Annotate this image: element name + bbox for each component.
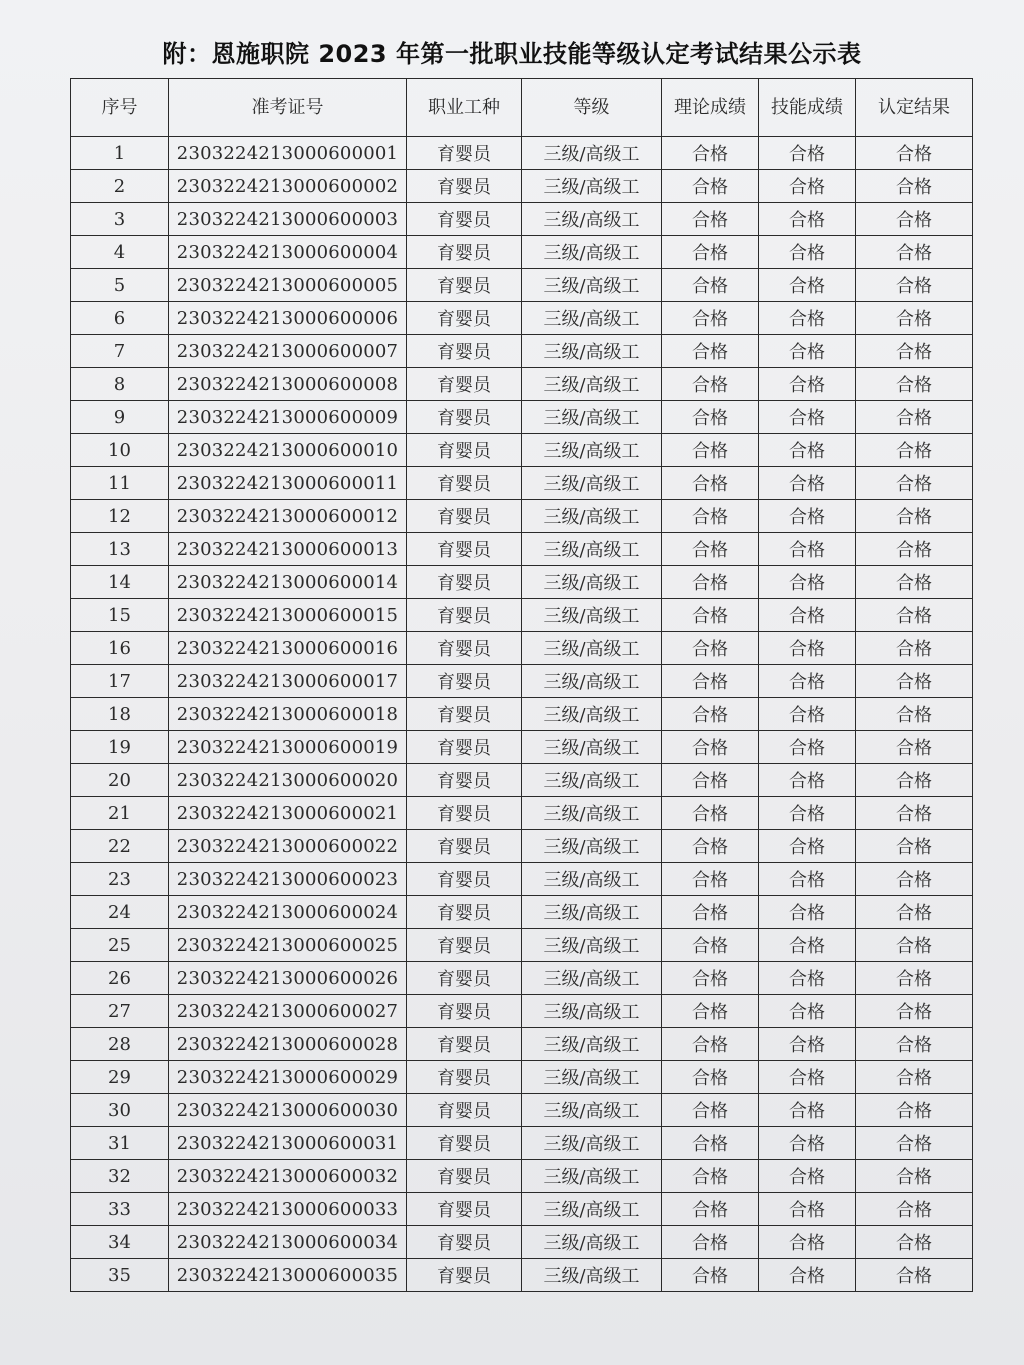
table-row: [71, 1193, 973, 1226]
results-table: [70, 78, 973, 1292]
cell-occupation: 育婴员: [407, 467, 522, 500]
cell-theory-score: 合格: [662, 632, 759, 665]
cell-admission-ticket-number: 2303224213000600030: [169, 1094, 407, 1127]
cell-theory-score: 合格: [662, 731, 759, 764]
cell-occupation: 育婴员: [407, 896, 522, 929]
table-row: [71, 698, 973, 731]
table-row: [71, 599, 973, 632]
cell-theory-score: 合格: [662, 401, 759, 434]
cell-admission-ticket-number: 2303224213000600011: [169, 467, 407, 500]
cell-theory-score: 合格: [662, 599, 759, 632]
cell-level: 三级/高级工: [522, 632, 662, 665]
cell-theory-score: 合格: [662, 335, 759, 368]
cell-admission-ticket-number: 2303224213000600012: [169, 500, 407, 533]
table-row: [71, 632, 973, 665]
cell-theory-score: 合格: [662, 269, 759, 302]
cell-skill-score: 合格: [759, 962, 856, 995]
header-row: [71, 79, 973, 137]
cell-certification-result: 合格: [856, 269, 973, 302]
cell-skill-score: 合格: [759, 368, 856, 401]
cell-level: 三级/高级工: [522, 962, 662, 995]
cell-serial-number: 15: [71, 599, 169, 632]
cell-level: 三级/高级工: [522, 731, 662, 764]
cell-theory-score: 合格: [662, 137, 759, 170]
table-header: [71, 79, 973, 137]
cell-skill-score: 合格: [759, 500, 856, 533]
cell-admission-ticket-number: 2303224213000600028: [169, 1028, 407, 1061]
cell-occupation: 育婴员: [407, 533, 522, 566]
cell-certification-result: 合格: [856, 335, 973, 368]
cell-level: 三级/高级工: [522, 533, 662, 566]
cell-certification-result: 合格: [856, 137, 973, 170]
cell-theory-score: 合格: [662, 500, 759, 533]
cell-serial-number: 32: [71, 1160, 169, 1193]
cell-serial-number: 3: [71, 203, 169, 236]
cell-skill-score: 合格: [759, 665, 856, 698]
cell-occupation: 育婴员: [407, 500, 522, 533]
cell-occupation: 育婴员: [407, 1127, 522, 1160]
cell-theory-score: 合格: [662, 236, 759, 269]
cell-certification-result: 合格: [856, 236, 973, 269]
cell-skill-score: 合格: [759, 731, 856, 764]
cell-skill-score: 合格: [759, 1061, 856, 1094]
cell-theory-score: 合格: [662, 995, 759, 1028]
cell-occupation: 育婴员: [407, 995, 522, 1028]
cell-level: 三级/高级工: [522, 203, 662, 236]
cell-serial-number: 12: [71, 500, 169, 533]
cell-level: 三级/高级工: [522, 500, 662, 533]
cell-occupation: 育婴员: [407, 401, 522, 434]
cell-serial-number: 1: [71, 137, 169, 170]
cell-occupation: 育婴员: [407, 830, 522, 863]
cell-skill-score: 合格: [759, 170, 856, 203]
cell-serial-number: 19: [71, 731, 169, 764]
cell-skill-score: 合格: [759, 533, 856, 566]
cell-skill-score: 合格: [759, 401, 856, 434]
cell-certification-result: 合格: [856, 962, 973, 995]
cell-serial-number: 28: [71, 1028, 169, 1061]
table-row: [71, 797, 973, 830]
cell-serial-number: 29: [71, 1061, 169, 1094]
table-row: [71, 1094, 973, 1127]
cell-level: 三级/高级工: [522, 467, 662, 500]
cell-level: 三级/高级工: [522, 368, 662, 401]
cell-certification-result: 合格: [856, 632, 973, 665]
cell-occupation: 育婴员: [407, 1160, 522, 1193]
cell-serial-number: 7: [71, 335, 169, 368]
cell-occupation: 育婴员: [407, 137, 522, 170]
cell-serial-number: 2: [71, 170, 169, 203]
table-row: [71, 863, 973, 896]
cell-theory-score: 合格: [662, 1193, 759, 1226]
table-row: [71, 929, 973, 962]
cell-skill-score: 合格: [759, 467, 856, 500]
cell-admission-ticket-number: 2303224213000600004: [169, 236, 407, 269]
cell-theory-score: 合格: [662, 1061, 759, 1094]
cell-level: 三级/高级工: [522, 1259, 662, 1292]
cell-serial-number: 23: [71, 863, 169, 896]
cell-occupation: 育婴员: [407, 863, 522, 896]
header-level: 等级: [522, 79, 662, 137]
cell-admission-ticket-number: 2303224213000600019: [169, 731, 407, 764]
cell-level: 三级/高级工: [522, 1193, 662, 1226]
cell-level: 三级/高级工: [522, 995, 662, 1028]
cell-admission-ticket-number: 2303224213000600031: [169, 1127, 407, 1160]
cell-level: 三级/高级工: [522, 137, 662, 170]
cell-skill-score: 合格: [759, 1226, 856, 1259]
table-row: [71, 896, 973, 929]
cell-occupation: 育婴员: [407, 797, 522, 830]
cell-certification-result: 合格: [856, 434, 973, 467]
cell-certification-result: 合格: [856, 1061, 973, 1094]
cell-serial-number: 26: [71, 962, 169, 995]
cell-admission-ticket-number: 2303224213000600016: [169, 632, 407, 665]
table-row: [71, 665, 973, 698]
cell-certification-result: 合格: [856, 1259, 973, 1292]
cell-occupation: 育婴员: [407, 269, 522, 302]
cell-level: 三级/高级工: [522, 896, 662, 929]
cell-skill-score: 合格: [759, 863, 856, 896]
cell-level: 三级/高级工: [522, 236, 662, 269]
cell-occupation: 育婴员: [407, 665, 522, 698]
cell-skill-score: 合格: [759, 830, 856, 863]
table-row: [71, 500, 973, 533]
cell-admission-ticket-number: 2303224213000600013: [169, 533, 407, 566]
cell-occupation: 育婴员: [407, 698, 522, 731]
cell-skill-score: 合格: [759, 434, 856, 467]
cell-admission-ticket-number: 2303224213000600003: [169, 203, 407, 236]
cell-certification-result: 合格: [856, 1094, 973, 1127]
cell-theory-score: 合格: [662, 830, 759, 863]
cell-admission-ticket-number: 2303224213000600023: [169, 863, 407, 896]
cell-occupation: 育婴员: [407, 962, 522, 995]
cell-level: 三级/高级工: [522, 1061, 662, 1094]
header-serial-number: 序号: [71, 79, 169, 137]
table-row: [71, 1127, 973, 1160]
cell-skill-score: 合格: [759, 1259, 856, 1292]
cell-serial-number: 18: [71, 698, 169, 731]
cell-level: 三级/高级工: [522, 335, 662, 368]
cell-certification-result: 合格: [856, 764, 973, 797]
cell-skill-score: 合格: [759, 1127, 856, 1160]
table-row: [71, 830, 973, 863]
cell-skill-score: 合格: [759, 1028, 856, 1061]
cell-admission-ticket-number: 2303224213000600027: [169, 995, 407, 1028]
cell-theory-score: 合格: [662, 302, 759, 335]
cell-theory-score: 合格: [662, 203, 759, 236]
cell-occupation: 育婴员: [407, 632, 522, 665]
cell-skill-score: 合格: [759, 797, 856, 830]
cell-certification-result: 合格: [856, 599, 973, 632]
table-body: [71, 137, 973, 1292]
cell-admission-ticket-number: 2303224213000600021: [169, 797, 407, 830]
cell-theory-score: 合格: [662, 665, 759, 698]
table-row: [71, 962, 973, 995]
table-row: [71, 401, 973, 434]
table-row: [71, 335, 973, 368]
cell-occupation: 育婴员: [407, 335, 522, 368]
cell-serial-number: 24: [71, 896, 169, 929]
cell-theory-score: 合格: [662, 1028, 759, 1061]
cell-skill-score: 合格: [759, 302, 856, 335]
cell-certification-result: 合格: [856, 929, 973, 962]
cell-skill-score: 合格: [759, 335, 856, 368]
cell-skill-score: 合格: [759, 137, 856, 170]
cell-admission-ticket-number: 2303224213000600017: [169, 665, 407, 698]
cell-level: 三级/高级工: [522, 302, 662, 335]
table-row: [71, 434, 973, 467]
cell-level: 三级/高级工: [522, 698, 662, 731]
cell-admission-ticket-number: 2303224213000600024: [169, 896, 407, 929]
cell-admission-ticket-number: 2303224213000600018: [169, 698, 407, 731]
table-row: [71, 1259, 973, 1292]
cell-theory-score: 合格: [662, 170, 759, 203]
cell-admission-ticket-number: 2303224213000600029: [169, 1061, 407, 1094]
cell-serial-number: 31: [71, 1127, 169, 1160]
cell-level: 三级/高级工: [522, 830, 662, 863]
cell-serial-number: 10: [71, 434, 169, 467]
cell-skill-score: 合格: [759, 236, 856, 269]
cell-admission-ticket-number: 2303224213000600007: [169, 335, 407, 368]
cell-theory-score: 合格: [662, 1259, 759, 1292]
cell-theory-score: 合格: [662, 1094, 759, 1127]
cell-admission-ticket-number: 2303224213000600032: [169, 1160, 407, 1193]
cell-level: 三级/高级工: [522, 599, 662, 632]
table-row: [71, 203, 973, 236]
cell-theory-score: 合格: [662, 467, 759, 500]
table-row: [71, 236, 973, 269]
cell-occupation: 育婴员: [407, 1028, 522, 1061]
cell-serial-number: 33: [71, 1193, 169, 1226]
cell-serial-number: 35: [71, 1259, 169, 1292]
cell-level: 三级/高级工: [522, 566, 662, 599]
table-row: [71, 302, 973, 335]
cell-admission-ticket-number: 2303224213000600020: [169, 764, 407, 797]
cell-certification-result: 合格: [856, 698, 973, 731]
table-row: [71, 368, 973, 401]
cell-certification-result: 合格: [856, 170, 973, 203]
cell-theory-score: 合格: [662, 1160, 759, 1193]
header-admission-ticket-number: 准考证号: [169, 79, 407, 137]
header-theory-score: 理论成绩: [662, 79, 759, 137]
cell-admission-ticket-number: 2303224213000600034: [169, 1226, 407, 1259]
cell-theory-score: 合格: [662, 863, 759, 896]
cell-skill-score: 合格: [759, 995, 856, 1028]
cell-serial-number: 8: [71, 368, 169, 401]
cell-serial-number: 6: [71, 302, 169, 335]
cell-serial-number: 11: [71, 467, 169, 500]
cell-admission-ticket-number: 2303224213000600005: [169, 269, 407, 302]
cell-serial-number: 22: [71, 830, 169, 863]
header-certification-result: 认定结果: [856, 79, 973, 137]
cell-skill-score: 合格: [759, 698, 856, 731]
cell-certification-result: 合格: [856, 1127, 973, 1160]
cell-skill-score: 合格: [759, 1160, 856, 1193]
cell-serial-number: 14: [71, 566, 169, 599]
cell-serial-number: 13: [71, 533, 169, 566]
table-row: [71, 170, 973, 203]
cell-admission-ticket-number: 2303224213000600008: [169, 368, 407, 401]
cell-skill-score: 合格: [759, 599, 856, 632]
table-row: [71, 137, 973, 170]
cell-occupation: 育婴员: [407, 599, 522, 632]
cell-admission-ticket-number: 2303224213000600001: [169, 137, 407, 170]
cell-skill-score: 合格: [759, 1094, 856, 1127]
cell-theory-score: 合格: [662, 962, 759, 995]
cell-certification-result: 合格: [856, 467, 973, 500]
cell-serial-number: 25: [71, 929, 169, 962]
cell-certification-result: 合格: [856, 896, 973, 929]
cell-occupation: 育婴员: [407, 170, 522, 203]
cell-level: 三级/高级工: [522, 1127, 662, 1160]
cell-skill-score: 合格: [759, 203, 856, 236]
cell-certification-result: 合格: [856, 368, 973, 401]
cell-occupation: 育婴员: [407, 764, 522, 797]
cell-theory-score: 合格: [662, 1226, 759, 1259]
cell-theory-score: 合格: [662, 533, 759, 566]
table-row: [71, 566, 973, 599]
cell-serial-number: 27: [71, 995, 169, 1028]
cell-certification-result: 合格: [856, 863, 973, 896]
cell-theory-score: 合格: [662, 1127, 759, 1160]
cell-serial-number: 16: [71, 632, 169, 665]
cell-theory-score: 合格: [662, 764, 759, 797]
table-row: [71, 1160, 973, 1193]
cell-skill-score: 合格: [759, 929, 856, 962]
cell-theory-score: 合格: [662, 929, 759, 962]
cell-occupation: 育婴员: [407, 203, 522, 236]
cell-level: 三级/高级工: [522, 665, 662, 698]
cell-certification-result: 合格: [856, 1193, 973, 1226]
table-row: [71, 1061, 973, 1094]
cell-level: 三级/高级工: [522, 1094, 662, 1127]
cell-serial-number: 9: [71, 401, 169, 434]
cell-certification-result: 合格: [856, 830, 973, 863]
cell-occupation: 育婴员: [407, 368, 522, 401]
cell-admission-ticket-number: 2303224213000600015: [169, 599, 407, 632]
header-occupation: 职业工种: [407, 79, 522, 137]
cell-admission-ticket-number: 2303224213000600014: [169, 566, 407, 599]
table-row: [71, 1028, 973, 1061]
cell-skill-score: 合格: [759, 269, 856, 302]
cell-skill-score: 合格: [759, 764, 856, 797]
cell-level: 三级/高级工: [522, 170, 662, 203]
table-row: [71, 533, 973, 566]
table-row: [71, 1226, 973, 1259]
cell-occupation: 育婴员: [407, 302, 522, 335]
cell-serial-number: 34: [71, 1226, 169, 1259]
cell-admission-ticket-number: 2303224213000600025: [169, 929, 407, 962]
cell-level: 三级/高级工: [522, 269, 662, 302]
cell-admission-ticket-number: 2303224213000600035: [169, 1259, 407, 1292]
header-skill-score: 技能成绩: [759, 79, 856, 137]
cell-certification-result: 合格: [856, 665, 973, 698]
cell-certification-result: 合格: [856, 566, 973, 599]
table-row: [71, 731, 973, 764]
cell-theory-score: 合格: [662, 797, 759, 830]
cell-occupation: 育婴员: [407, 1193, 522, 1226]
cell-occupation: 育婴员: [407, 566, 522, 599]
cell-skill-score: 合格: [759, 896, 856, 929]
cell-level: 三级/高级工: [522, 797, 662, 830]
cell-occupation: 育婴员: [407, 731, 522, 764]
cell-level: 三级/高级工: [522, 1028, 662, 1061]
cell-certification-result: 合格: [856, 500, 973, 533]
cell-occupation: 育婴员: [407, 1226, 522, 1259]
cell-theory-score: 合格: [662, 434, 759, 467]
page-title: 附：恩施职院 2023 年第一批职业技能等级认定考试结果公示表: [162, 40, 862, 68]
cell-certification-result: 合格: [856, 1226, 973, 1259]
cell-occupation: 育婴员: [407, 236, 522, 269]
cell-admission-ticket-number: 2303224213000600026: [169, 962, 407, 995]
cell-certification-result: 合格: [856, 1160, 973, 1193]
cell-admission-ticket-number: 2303224213000600009: [169, 401, 407, 434]
cell-certification-result: 合格: [856, 302, 973, 335]
cell-level: 三级/高级工: [522, 929, 662, 962]
cell-level: 三级/高级工: [522, 1160, 662, 1193]
cell-serial-number: 17: [71, 665, 169, 698]
cell-certification-result: 合格: [856, 797, 973, 830]
cell-admission-ticket-number: 2303224213000600022: [169, 830, 407, 863]
cell-theory-score: 合格: [662, 698, 759, 731]
cell-occupation: 育婴员: [407, 1259, 522, 1292]
cell-certification-result: 合格: [856, 731, 973, 764]
cell-certification-result: 合格: [856, 1028, 973, 1061]
cell-occupation: 育婴员: [407, 929, 522, 962]
cell-level: 三级/高级工: [522, 434, 662, 467]
cell-skill-score: 合格: [759, 1193, 856, 1226]
table-row: [71, 269, 973, 302]
cell-occupation: 育婴员: [407, 434, 522, 467]
table-row: [71, 467, 973, 500]
cell-serial-number: 20: [71, 764, 169, 797]
cell-certification-result: 合格: [856, 995, 973, 1028]
cell-occupation: 育婴员: [407, 1061, 522, 1094]
cell-theory-score: 合格: [662, 566, 759, 599]
cell-serial-number: 4: [71, 236, 169, 269]
cell-level: 三级/高级工: [522, 764, 662, 797]
cell-serial-number: 30: [71, 1094, 169, 1127]
cell-certification-result: 合格: [856, 203, 973, 236]
cell-serial-number: 21: [71, 797, 169, 830]
cell-admission-ticket-number: 2303224213000600010: [169, 434, 407, 467]
cell-certification-result: 合格: [856, 533, 973, 566]
cell-theory-score: 合格: [662, 896, 759, 929]
cell-occupation: 育婴员: [407, 1094, 522, 1127]
table-row: [71, 764, 973, 797]
cell-serial-number: 5: [71, 269, 169, 302]
cell-level: 三级/高级工: [522, 401, 662, 434]
cell-certification-result: 合格: [856, 401, 973, 434]
cell-skill-score: 合格: [759, 566, 856, 599]
cell-admission-ticket-number: 2303224213000600033: [169, 1193, 407, 1226]
cell-admission-ticket-number: 2303224213000600002: [169, 170, 407, 203]
cell-admission-ticket-number: 2303224213000600006: [169, 302, 407, 335]
cell-skill-score: 合格: [759, 632, 856, 665]
cell-level: 三级/高级工: [522, 1226, 662, 1259]
cell-level: 三级/高级工: [522, 863, 662, 896]
table-row: [71, 995, 973, 1028]
cell-theory-score: 合格: [662, 368, 759, 401]
